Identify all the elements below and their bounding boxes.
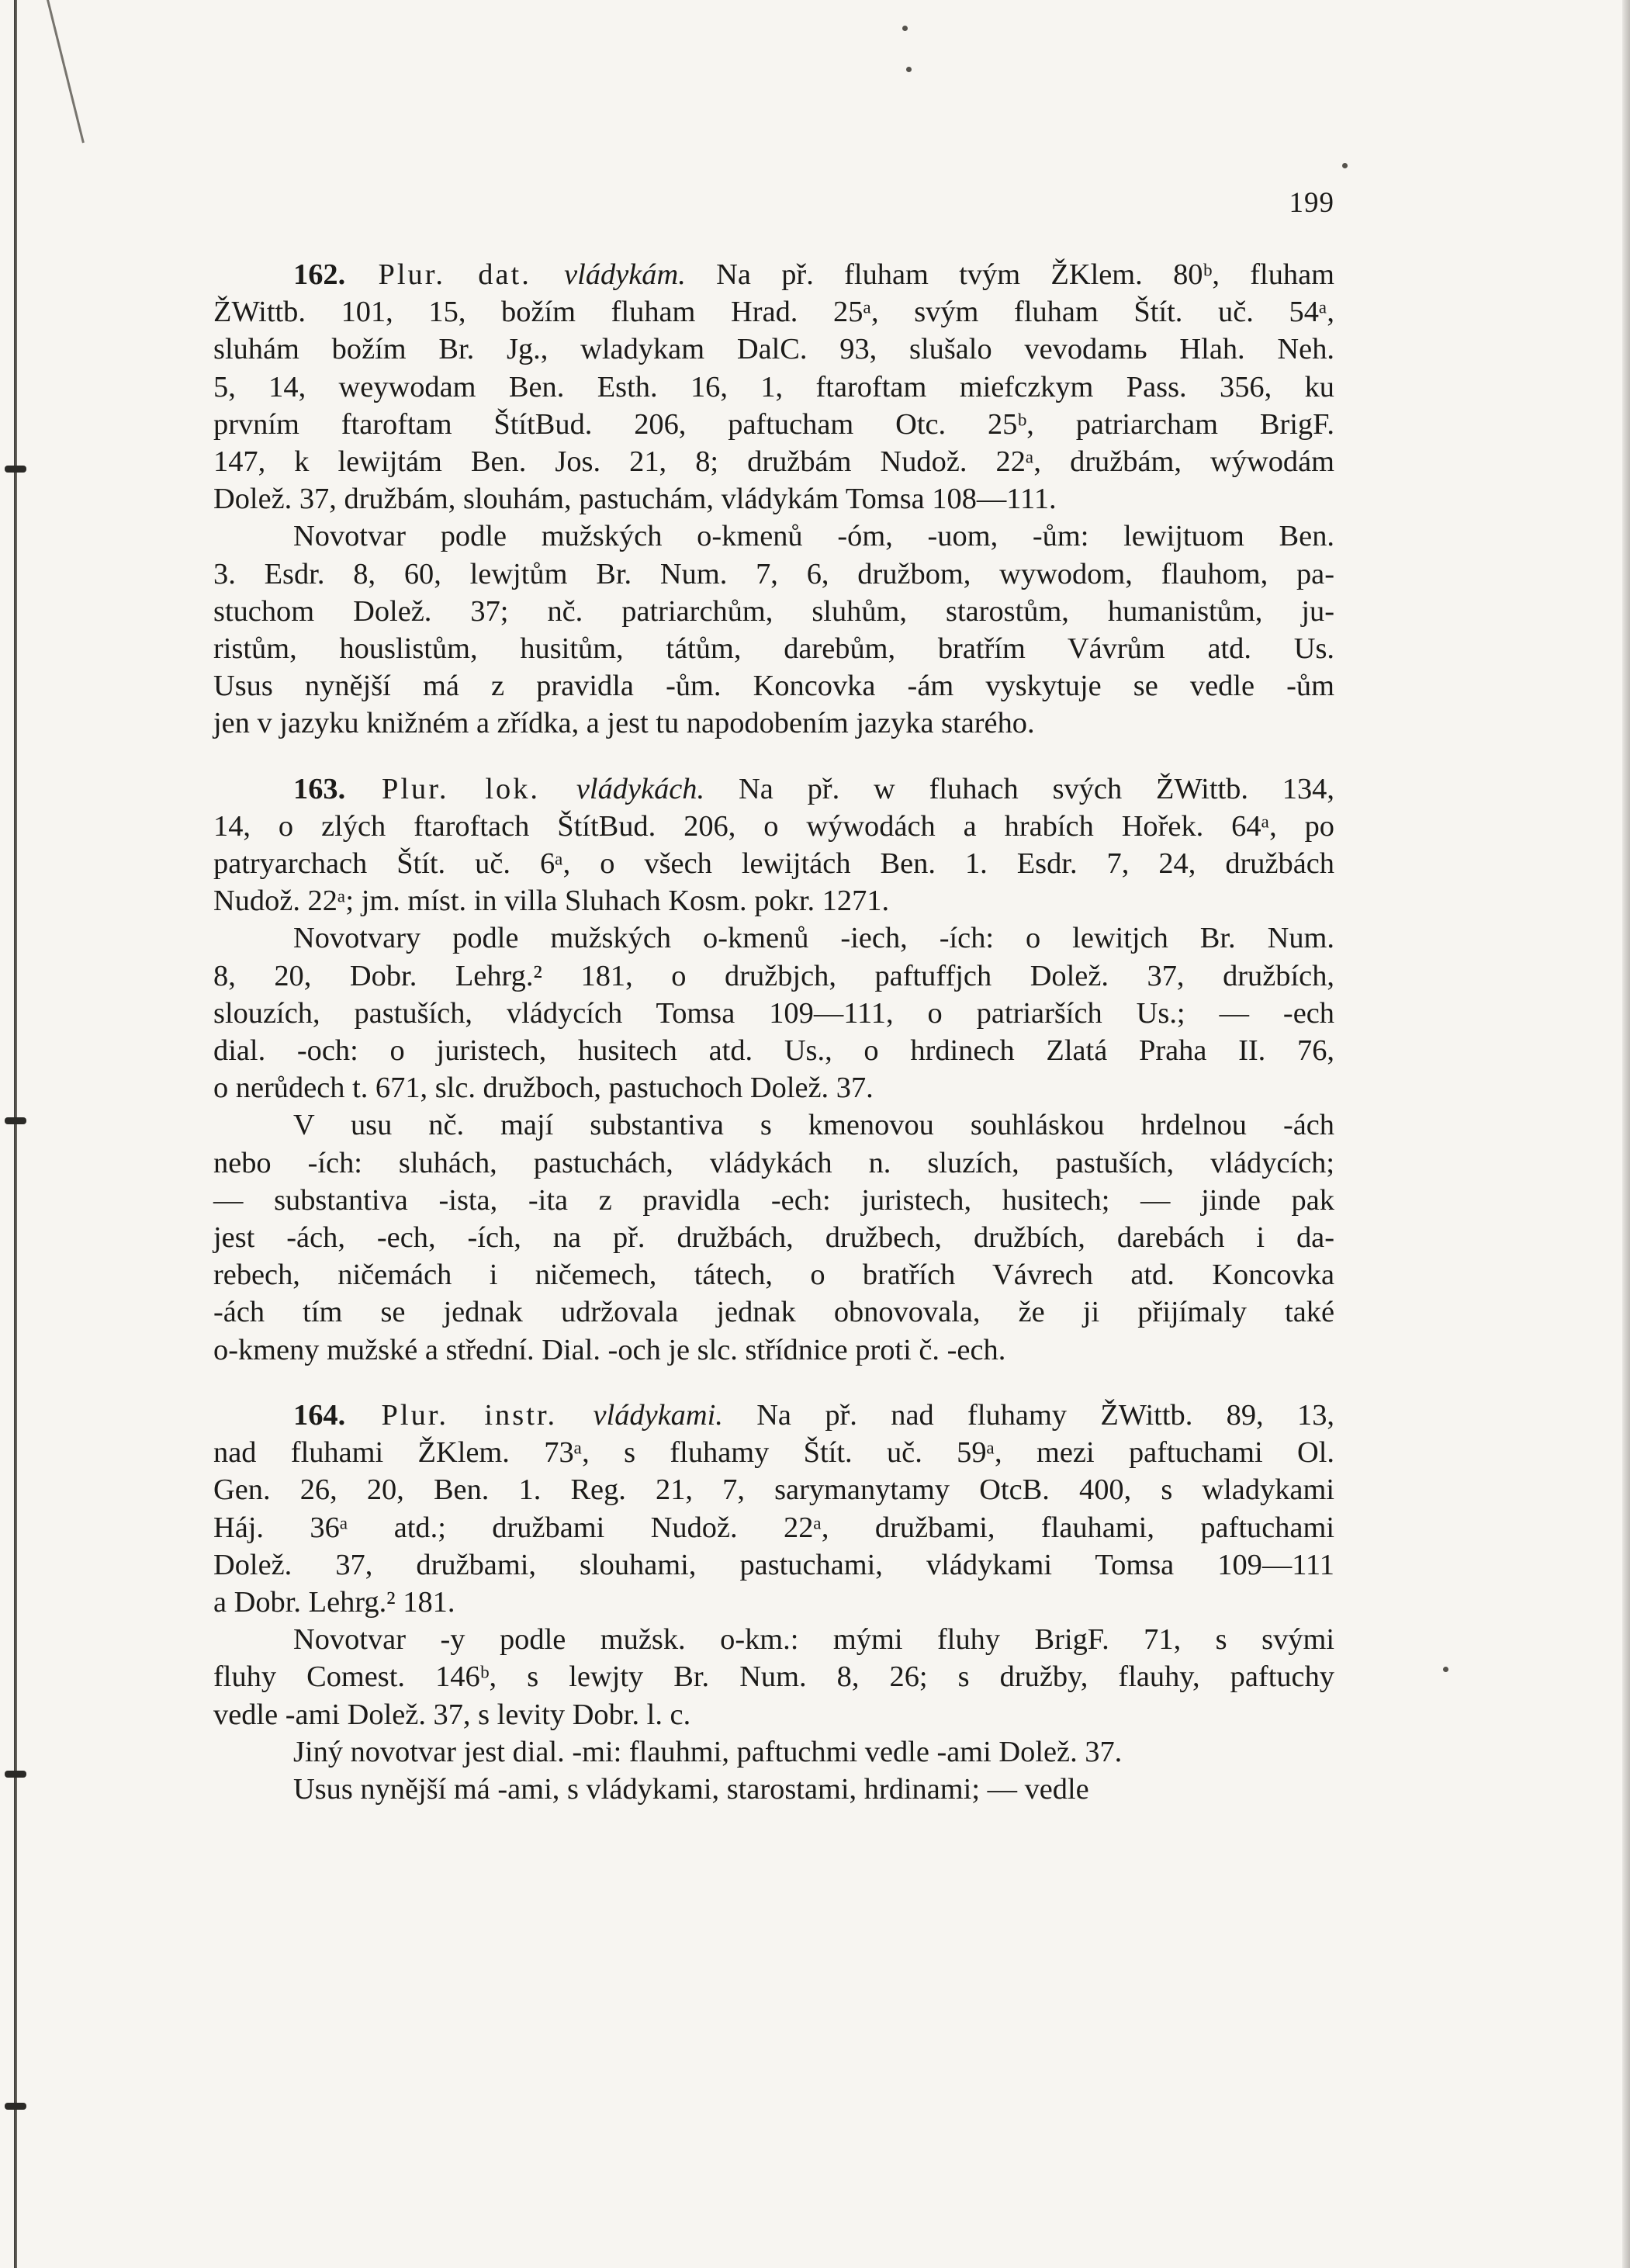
- page-number: 199: [1289, 187, 1334, 219]
- text-line: sluhám božím Br. Jg., wladykam DalC. 93, slušalo vevodamь Hlah. Neh.: [213, 333, 1334, 366]
- text-line: stuchom Dolež. 37; nč. patriarchům, sluhům, starostům, humanistům, ju-: [213, 594, 1334, 628]
- paradigm-form: vládykami.: [593, 1398, 723, 1432]
- text-line: Dolež. 37, družbami, slouhami, pastuchami, vládykami Tomsa 109—111: [213, 1548, 1334, 1581]
- text-line: patryarchach Štít. uč. 6ᵃ, o všech lewijtách Ben. 1. Esdr. 7, 24, družbách: [213, 847, 1334, 881]
- text-line: vedle -ami Dolež. 37, s levity Dobr. l. c.: [213, 1698, 691, 1731]
- text-line: Novotvar podle mužských o-kmenů -óm, -uom, -ům: lewijtuom Ben.: [293, 520, 1334, 553]
- text-line: dial. -och: o juristech, husitech atd. Us., o hrdinech Zlatá Praha II. 76,: [213, 1034, 1334, 1068]
- paradigm-form: vládykách.: [576, 772, 705, 805]
- text-line: ristům, houslistům, husitům, tátům, darebům, bratřím Vávrům atd. Us.: [213, 632, 1334, 666]
- text-column: [213, 256, 1334, 1808]
- text-line: [213, 256, 1334, 293]
- line-text: Na př. nad fluhamy ŽWittb. 89, 13,: [722, 1398, 1335, 1432]
- case-label: Plur. lok.: [345, 772, 576, 805]
- text-line: 14, o zlých ftaroftach ŠtítBud. 206, o wýwodách a hrabích Hořek. 64ᵃ, po: [213, 809, 1334, 843]
- text-line: Usus nynější má z pravidla -ům. Koncovka -ám vyskytuje se vedle -ům: [213, 670, 1334, 703]
- text-line: Novotvary podle mužských o-kmenů -iech, -ích: o lewitjch Br. Num.: [293, 922, 1334, 955]
- scan-speck: [1342, 163, 1348, 168]
- section-number: 164.: [293, 1398, 346, 1432]
- binding-edge-line: [14, 0, 17, 2268]
- text-line: 147, k lewijtám Ben. Jos. 21, 8; družbám Nudož. 22ᵃ, družbám, wýwodám: [213, 445, 1334, 479]
- text-line: prvním ftaroftam ŠtítBud. 206, paftucham Otc. 25ᵇ, patriarcham BrigF.: [213, 407, 1334, 441]
- page-edge-shadow: [1622, 0, 1630, 2268]
- text-line: slouzích, pastuších, vládycích Tomsa 109—111, o patriarších Us.; — -ech: [213, 996, 1334, 1030]
- text-line: — substantiva -ista, -ita z pravidla -ech: juristech, husitech; — jinde pak: [213, 1183, 1334, 1217]
- text-line: Novotvar -y podle mužsk. o-km.: mými fluhy BrigF. 71, s svými: [293, 1623, 1334, 1657]
- text-line: Háj. 36ᵃ atd.; družbami Nudož. 22ᵃ, družbami, flauhami, paftuchami: [213, 1511, 1334, 1544]
- line-text: Na př. w fluhach svých ŽWittb. 134,: [704, 772, 1334, 805]
- text-line: o-kmeny mužské a střední. Dial. -och je slc. střídnice proti č. -ech.: [213, 1333, 1006, 1366]
- scan-speck: [902, 26, 908, 31]
- paradigm-form: vládykám.: [564, 258, 686, 291]
- text-line: -ách tím se jednak udržovala jednak obnovovala, že ji přijímaly také: [213, 1296, 1334, 1329]
- text-line: Usus nynější má -ami, s vládykami, starostami, hrdinami; — vedle: [293, 1772, 1089, 1806]
- text-line: o nerůdech t. 671, slc. družboch, pastuchoch Dolež. 37.: [213, 1072, 874, 1105]
- text-line: Dolež. 37, družbám, slouhám, pastuchám, vládykám Tomsa 108—111.: [213, 483, 1057, 516]
- text-line: nebo -ích: sluhách, pastuchách, vládykách n. sluzích, pastuších, vládycích;: [213, 1146, 1334, 1179]
- text-line: [213, 770, 1334, 808]
- text-line: nad fluhami ŽKlem. 73ᵃ, s fluhamy Štít. uč. 59ᵃ, mezi paftuchami Ol.: [213, 1436, 1334, 1470]
- binding-tick: [5, 466, 26, 473]
- scan-crease-line: [47, 0, 85, 143]
- scan-speck: [1443, 1667, 1448, 1672]
- binding-tick: [5, 1117, 26, 1124]
- text-line: [213, 1397, 1334, 1434]
- binding-tick: [5, 2103, 26, 2110]
- scan-speck: [906, 67, 912, 72]
- text-line: jen v jazyku knižném a zřídka, a jest tu napodobením jazyka starého.: [213, 707, 1035, 740]
- section-number: 163.: [293, 772, 346, 805]
- binding-tick: [5, 1771, 26, 1778]
- text-line: jest -ách, -ech, -ích, na př. družbách, družbech, družbích, darebách i da-: [213, 1221, 1334, 1255]
- case-label: Plur. dat.: [345, 258, 565, 291]
- text-line: 5, 14, weywodam Ben. Esth. 16, 1, ftaroftam miefczkym Pass. 356, ku: [213, 370, 1334, 403]
- text-line: a Dobr. Lehrg.² 181.: [213, 1585, 455, 1619]
- text-line: Gen. 26, 20, Ben. 1. Reg. 21, 7, sarymanytamy OtcB. 400, s wladykami: [213, 1473, 1334, 1507]
- text-line: Jiný novotvar jest dial. -mi: flauhmi, paftuchmi vedle -ami Dolež. 37.: [293, 1735, 1123, 1768]
- section-number: 162.: [293, 258, 346, 291]
- text-line: V usu nč. mají substantiva s kmenovou souhláskou hrdelnou -ách: [293, 1109, 1334, 1142]
- text-line: Nudož. 22ᵃ; jm. míst. in villa Sluhach Kosm. pokr. 1271.: [213, 885, 890, 918]
- line-text: Na př. fluham tvým ŽKlem. 80ᵇ, fluham: [685, 258, 1334, 291]
- text-line: 8, 20, Dobr. Lehrg.² 181, o družbjch, paftuffjch Dolež. 37, družbích,: [213, 959, 1334, 992]
- text-line: 3. Esdr. 8, 60, lewjtům Br. Num. 7, 6, družbom, wywodom, flauhom, pa-: [213, 557, 1334, 590]
- text-line: rebech, ničemách i ničemech, tátech, o bratřích Vávrech atd. Koncovka: [213, 1259, 1334, 1292]
- text-line: fluhy Comest. 146ᵇ, s lewjty Br. Num. 8, 26; s družby, flauhy, paftuchy: [213, 1660, 1334, 1694]
- text-line: ŽWittb. 101, 15, božím fluham Hrad. 25ᵃ, svým fluham Štít. uč. 54ᵃ,: [213, 296, 1334, 329]
- case-label: Plur. instr.: [345, 1398, 594, 1432]
